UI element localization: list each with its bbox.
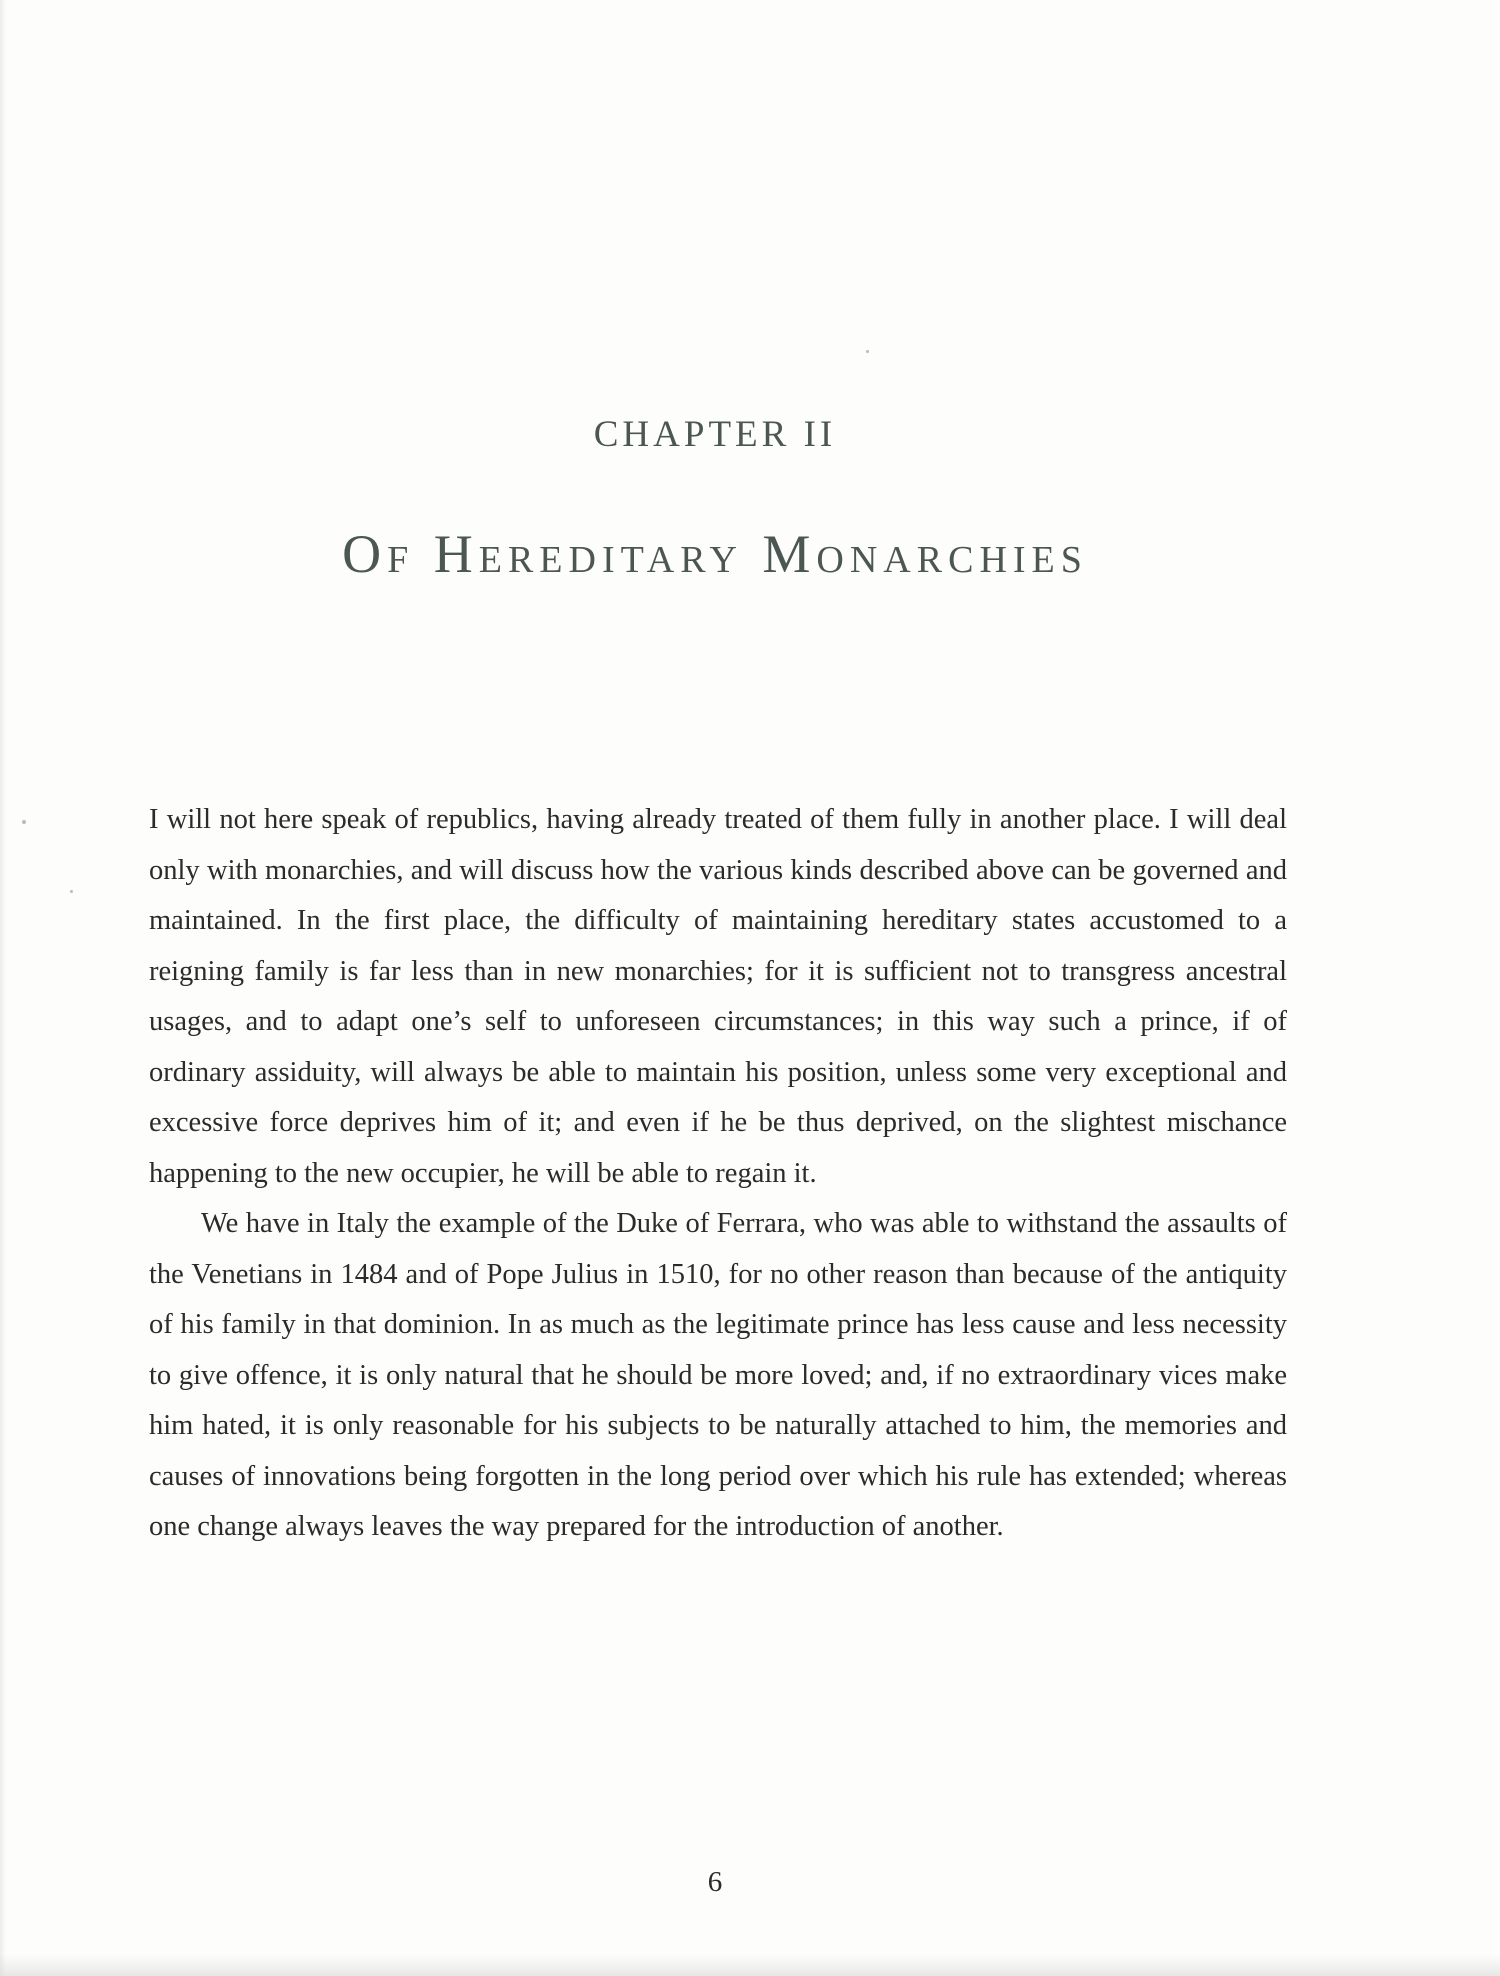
chapter-body	[149, 795, 1287, 1553]
page-number: 6	[707, 1866, 723, 1898]
chapter-label: CHAPTER II	[593, 414, 837, 455]
chapter-title: Of Hereditary Monarchies	[342, 524, 1088, 584]
scan-bottom-shade	[0, 1954, 1500, 1976]
scan-edge-shadow	[0, 0, 6, 1976]
paragraph-1: I will not here speak of republics, having already treated of them fully in another place. I will deal only with monarchies, and will discuss how the various kinds described above can be governed and maintained. In the first place, the difficulty of maintaining hereditary states accustomed to a reigning family is far less than in new monarchies; for it is sufficient not to transgress ancestral usages, and to adapt one’s self to unforeseen circumstances; in this way such a prince, if of ordinary assiduity, will always be able to maintain his position, unless some very exceptional and excessive force deprives him of it; and even if he be thus deprived, on the slightest mischance happening to the new occupier, he will be able to regain it.	[149, 804, 1287, 1189]
scan-speck	[70, 890, 73, 893]
scan-speck	[22, 820, 26, 824]
paragraph-2: We have in Italy the example of the Duke of Ferrara, who was able to withstand the assaults of the Venetians in 1484 and of Pope Julius in 1510, for no other reason than because of the antiquity of his family in that dominion. In as much as the legitimate prince has less cause and less necessity to give offence, it is only natural that he should be more loved; and, if no extraordinary vices make him hated, it is only reasonable for his subjects to be naturally attached to him, the memories and causes of innovations being forgotten in the long period over which his rule has extended; whereas one change always leaves the way prepared for the introduction of another.	[149, 1208, 1287, 1542]
scan-speck	[866, 350, 869, 353]
